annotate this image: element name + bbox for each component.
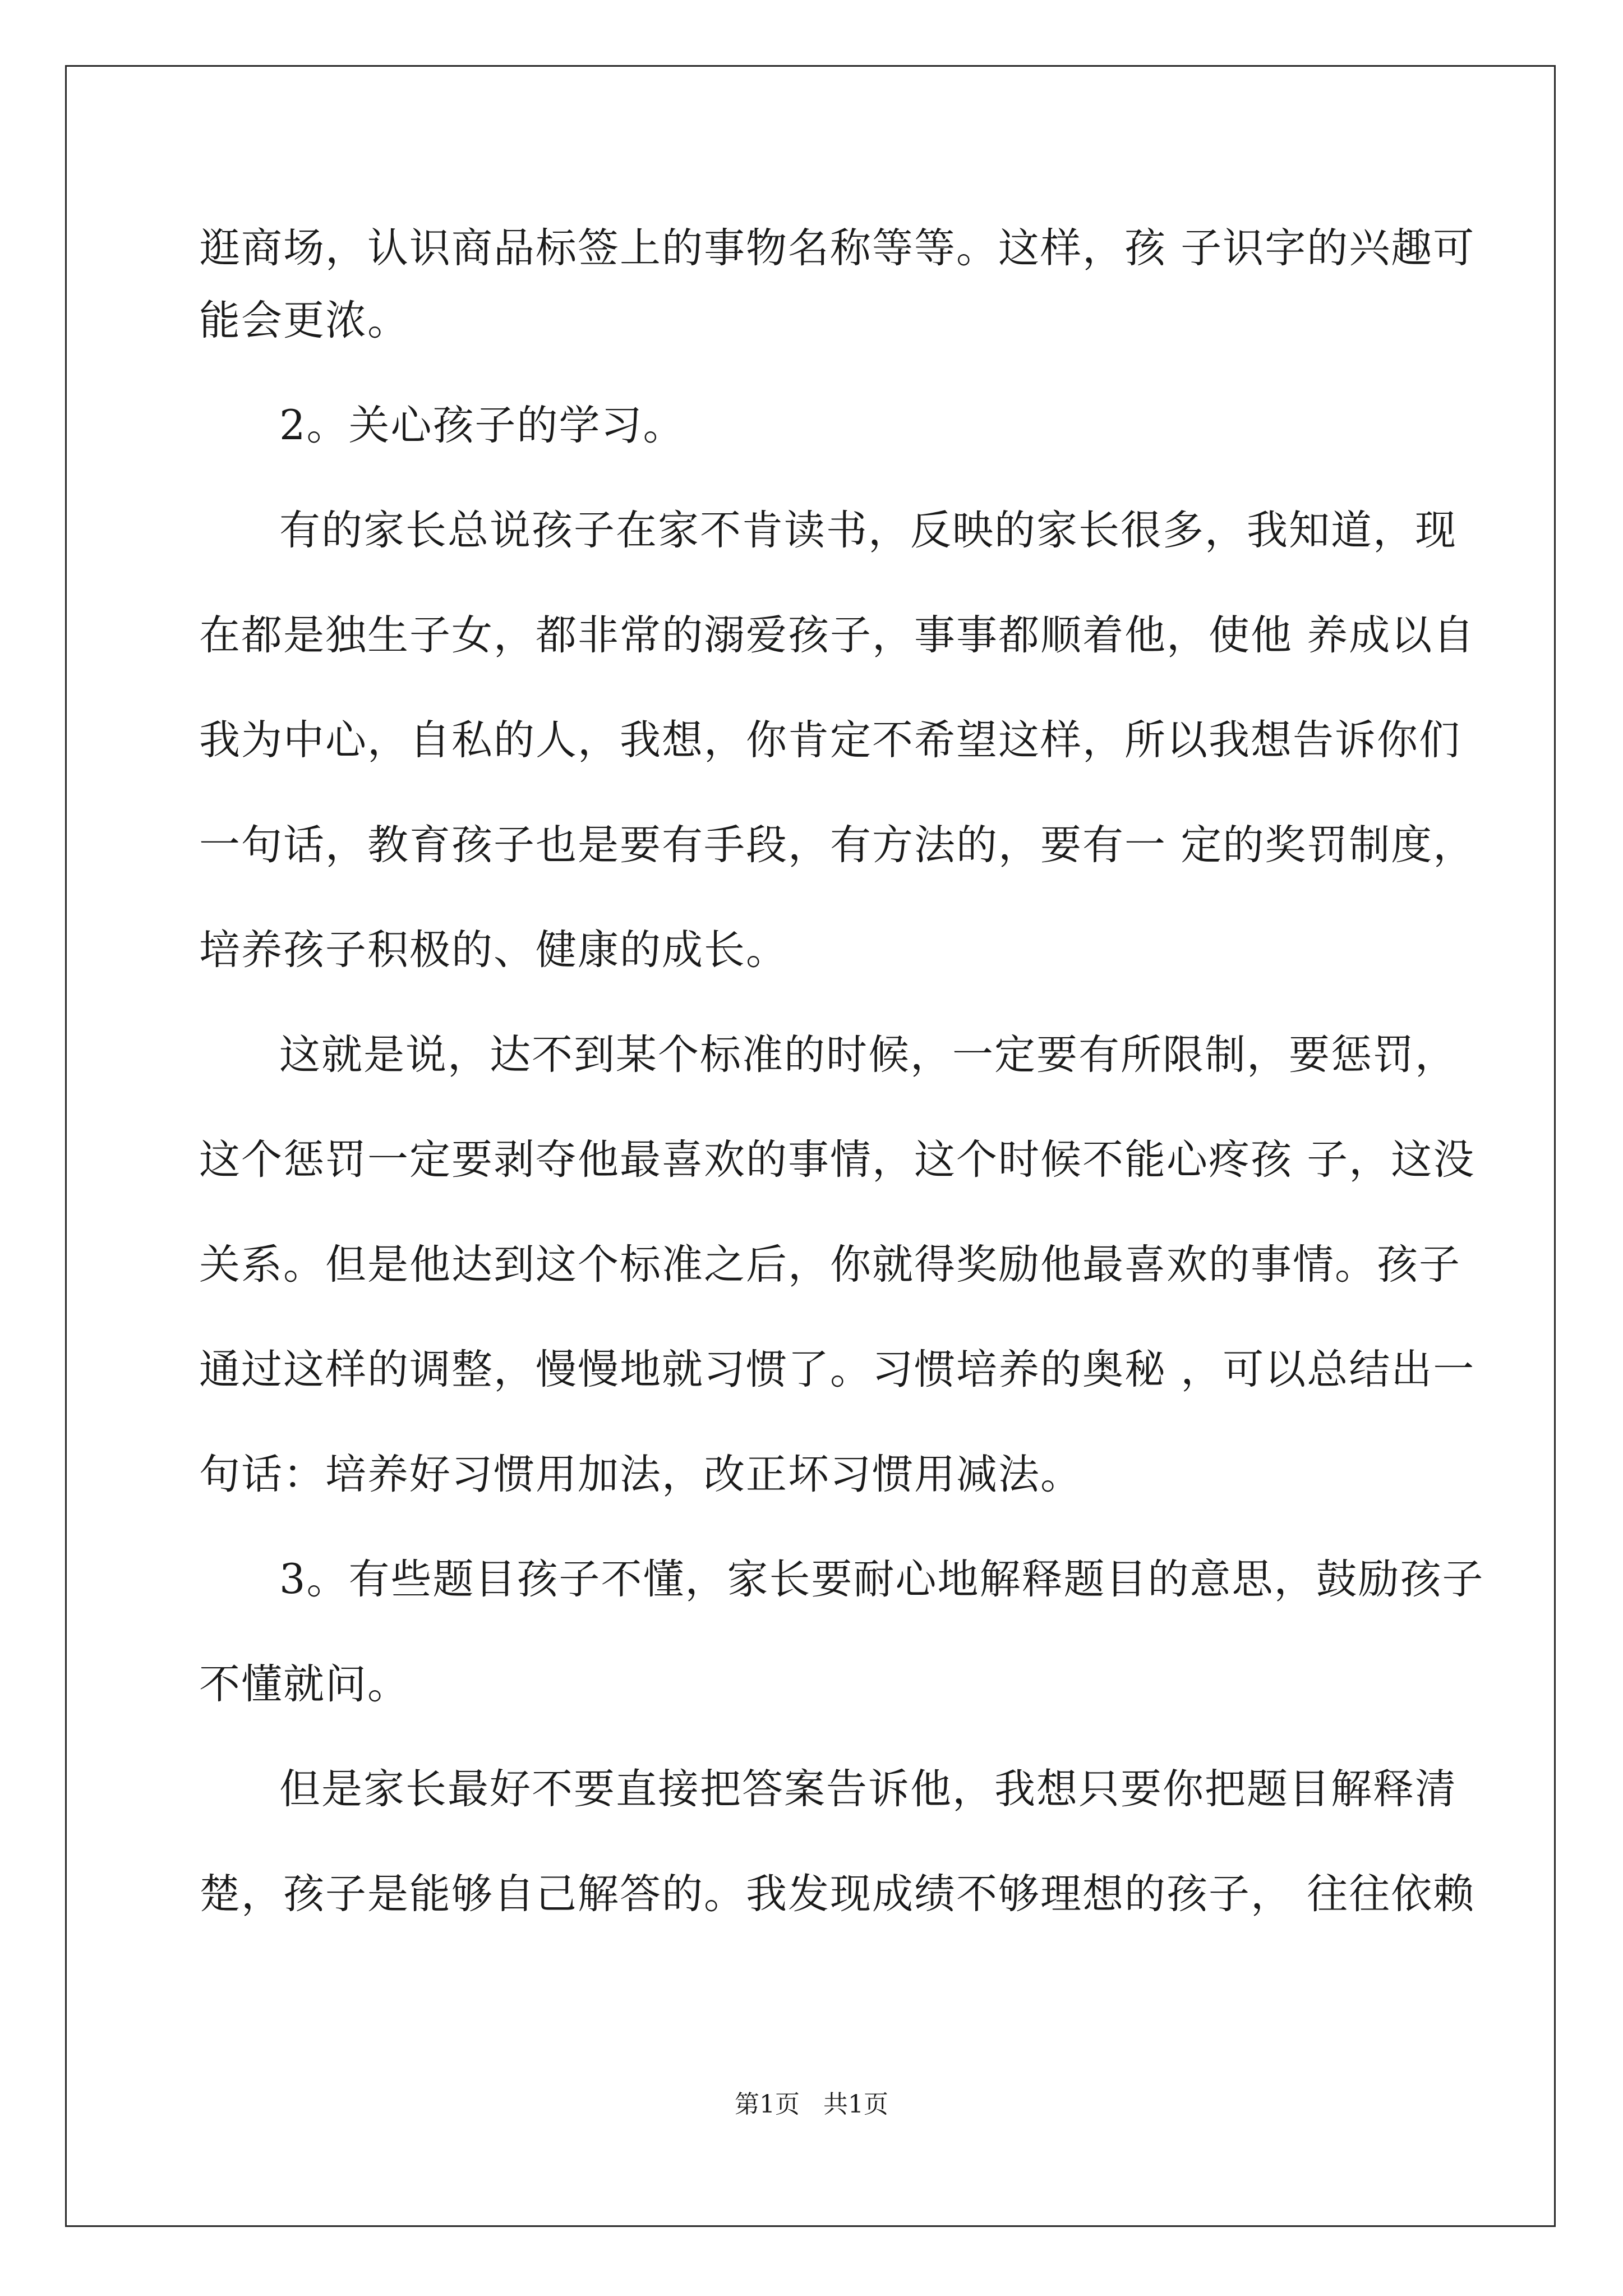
text-line: 一句话，教育孩子也是要有手段，有方法的，要有一 定的奖罚制度， <box>199 821 1476 869</box>
text-line: 这就是说，达不到某个标准的时候，一定要有所限制，要惩罚， <box>279 1031 1457 1079</box>
text-line: 楚，孩子是能够自己解答的。我发现成绩不够理想的孩子， 往往依赖 <box>199 1870 1476 1918</box>
text-line: 逛商场，认识商品标签上的事物名称等等。这样，孩 子识字的兴趣可 <box>199 224 1476 272</box>
text-line: 有的家长总说孩子在家不肯读书，反映的家长很多，我知道，现 <box>279 507 1457 554</box>
text-line: 这个惩罚一定要剥夺他最喜欢的事情，这个时候不能心疼孩 子，这没 <box>199 1136 1476 1184</box>
text-line: 能会更浓。 <box>199 297 409 344</box>
text-line: 句话：培养好习惯用加法，改正坏习惯用减法。 <box>199 1451 1082 1498</box>
page-number-footer: 第1页 共1页 <box>735 2090 888 2119</box>
text-line: 培养孩子积极的、健康的成长。 <box>199 926 788 974</box>
text-line: 2。关心孩子的学习。 <box>279 402 685 449</box>
text-line: 关系。但是他达到这个标准之后，你就得奖励他最喜欢的事情。孩子 <box>199 1241 1461 1289</box>
text-line: 不懂就问。 <box>199 1660 409 1708</box>
text-line: 在都是独生子女，都非常的溺爱孩子，事事都顺着他，使他 养成以自 <box>199 611 1476 659</box>
text-line: 3。有些题目孩子不懂，家长要耐心地解释题目的意思，鼓励孩子 <box>279 1556 1484 1603</box>
text-line: 我为中心，自私的人，我想，你肯定不希望这样，所以我想告诉你们 <box>199 716 1461 764</box>
text-line: 但是家长最好不要直接把答案告诉他，我想只要你把题目解释清 <box>279 1765 1457 1813</box>
text-line: 通过这样的调整，慢慢地就习惯了。习惯培养的奥秘 ，可以总结出一 <box>199 1346 1476 1393</box>
